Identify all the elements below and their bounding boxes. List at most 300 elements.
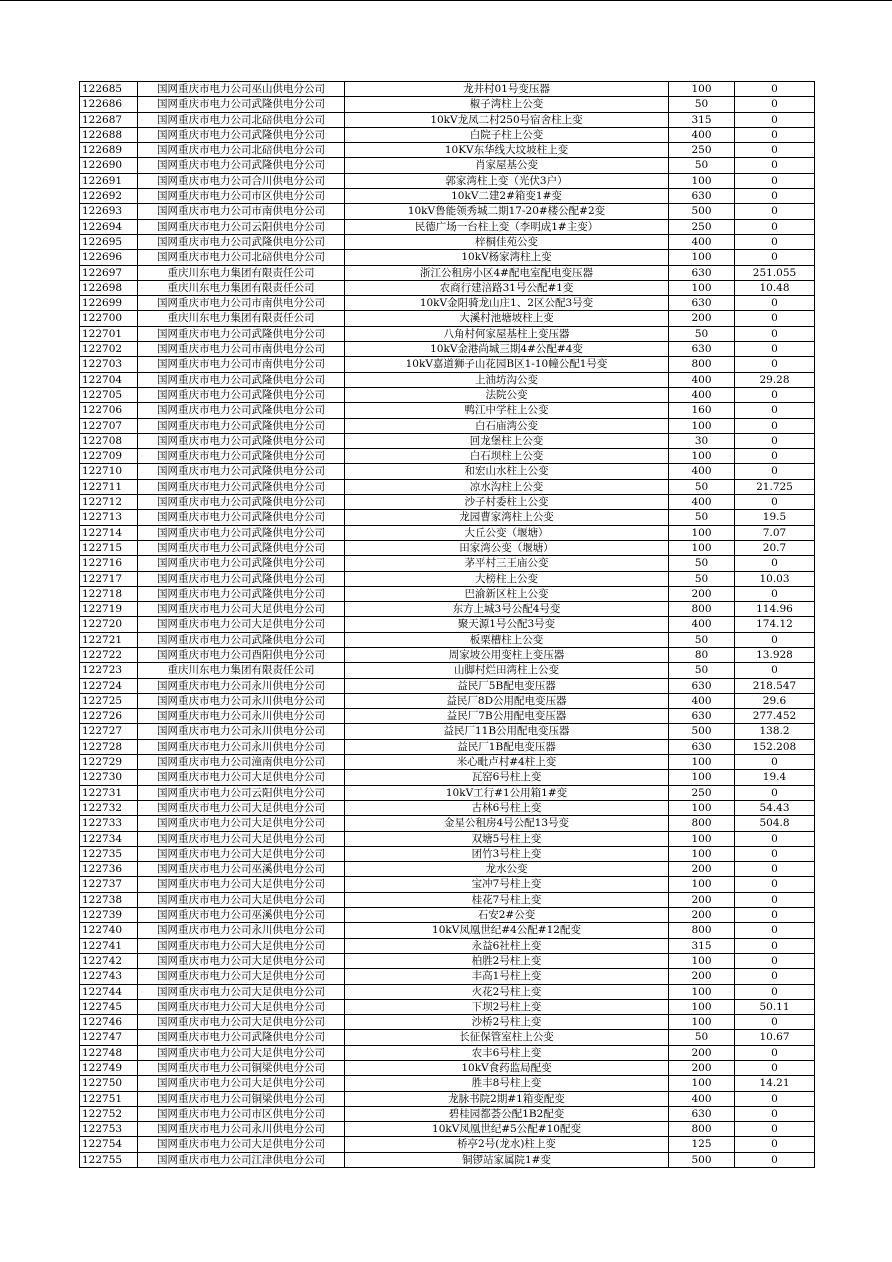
table-row	[80, 540, 815, 555]
value-cell: 0	[735, 1091, 815, 1106]
org-cell: 国网重庆市电力公司大足供电分公司	[138, 770, 345, 785]
value-cell: 10.48	[735, 280, 815, 295]
value-cell: 0	[735, 82, 815, 97]
org-cell: 国网重庆市电力公司大足供电分公司	[138, 816, 345, 831]
row-id-cell: 122698	[80, 280, 138, 295]
table-row	[80, 709, 815, 724]
org-cell: 国网重庆市电力公司大足供电分公司	[138, 800, 345, 815]
org-cell: 国网重庆市电力公司永川供电分公司	[138, 739, 345, 754]
table-row	[80, 999, 815, 1014]
table-row	[80, 1137, 815, 1152]
value-cell: 20.7	[735, 540, 815, 555]
row-id-cell: 122731	[80, 785, 138, 800]
org-cell: 国网重庆市电力公司合川供电分公司	[138, 173, 345, 188]
transformer-name-cell: 石安2#公变	[345, 908, 669, 923]
transformer-name-cell: 益民厂5B配电变压器	[345, 678, 669, 693]
transformer-name-cell: 10kV龙凤二村250号宿舍柱上变	[345, 112, 669, 127]
row-id-cell: 122743	[80, 969, 138, 984]
table-row	[80, 602, 815, 617]
transformer-name-cell: 10kV食药监局配变	[345, 1061, 669, 1076]
org-cell: 国网重庆市电力公司武隆供电分公司	[138, 556, 345, 571]
capacity-cell: 100	[669, 280, 735, 295]
table-row	[80, 663, 815, 678]
row-id-cell: 122687	[80, 112, 138, 127]
value-cell: 218.547	[735, 678, 815, 693]
transformer-name-cell: 桥亭2号(龙水)柱上变	[345, 1137, 669, 1152]
table-row	[80, 97, 815, 112]
transformer-name-cell: 农丰6号柱上变	[345, 1045, 669, 1060]
value-cell: 0	[735, 127, 815, 142]
value-cell: 29.6	[735, 693, 815, 708]
capacity-cell: 200	[669, 1045, 735, 1060]
transformer-name-cell: 碧桂园都荟公配1B2配变	[345, 1106, 669, 1121]
capacity-cell: 630	[669, 296, 735, 311]
capacity-cell: 100	[669, 418, 735, 433]
value-cell: 0	[735, 204, 815, 219]
row-id-cell: 122751	[80, 1091, 138, 1106]
transformer-name-cell: 长征保管室柱上公变	[345, 1030, 669, 1045]
row-id-cell: 122732	[80, 800, 138, 815]
table-row	[80, 280, 815, 295]
org-cell: 国网重庆市电力公司市区供电分公司	[138, 1106, 345, 1121]
value-cell: 0	[735, 158, 815, 173]
table-row	[80, 1045, 815, 1060]
capacity-cell: 50	[669, 556, 735, 571]
table-row	[80, 556, 815, 571]
value-cell: 0	[735, 357, 815, 372]
capacity-cell: 100	[669, 984, 735, 999]
row-id-cell: 122711	[80, 479, 138, 494]
value-cell: 0	[735, 892, 815, 907]
capacity-cell: 250	[669, 219, 735, 234]
value-cell: 0	[735, 97, 815, 112]
org-cell: 重庆川东电力集团有限责任公司	[138, 280, 345, 295]
org-cell: 国网重庆市电力公司武隆供电分公司	[138, 387, 345, 402]
value-cell: 10.67	[735, 1030, 815, 1045]
table-row	[80, 739, 815, 754]
table-row	[80, 617, 815, 632]
org-cell: 国网重庆市电力公司巫溪供电分公司	[138, 908, 345, 923]
value-cell: 7.07	[735, 525, 815, 540]
row-id-cell: 122737	[80, 877, 138, 892]
org-cell: 国网重庆市电力公司永川供电分公司	[138, 724, 345, 739]
capacity-cell: 50	[669, 1030, 735, 1045]
transformer-name-cell: 八角村何家屋基柱上变压器	[345, 326, 669, 341]
row-id-cell: 122686	[80, 97, 138, 112]
transformer-name-cell: 白石庙湾公变	[345, 418, 669, 433]
org-cell: 国网重庆市电力公司武隆供电分公司	[138, 464, 345, 479]
capacity-cell: 400	[669, 1091, 735, 1106]
transformer-name-cell: 茅平村三王庙公变	[345, 556, 669, 571]
capacity-cell: 400	[669, 464, 735, 479]
row-id-cell: 122702	[80, 342, 138, 357]
value-cell: 0	[735, 938, 815, 953]
transformer-name-cell: 双塘5号柱上变	[345, 831, 669, 846]
org-cell: 国网重庆市电力公司武隆供电分公司	[138, 403, 345, 418]
table-row	[80, 785, 815, 800]
row-id-cell: 122724	[80, 678, 138, 693]
value-cell: 152.208	[735, 739, 815, 754]
value-cell: 29.28	[735, 372, 815, 387]
row-id-cell: 122753	[80, 1122, 138, 1137]
transformer-name-cell: 益民厂11B公用配电变压器	[345, 724, 669, 739]
table-row	[80, 953, 815, 968]
org-cell: 国网重庆市电力公司大足供电分公司	[138, 969, 345, 984]
org-cell: 国网重庆市电力公司武隆供电分公司	[138, 571, 345, 586]
value-cell: 0	[735, 632, 815, 647]
value-cell: 0	[735, 663, 815, 678]
row-id-cell: 122733	[80, 816, 138, 831]
transformer-name-cell: 白石坝柱上公变	[345, 449, 669, 464]
org-cell: 国网重庆市电力公司北碚供电分公司	[138, 143, 345, 158]
table-row	[80, 923, 815, 938]
capacity-cell: 30	[669, 433, 735, 448]
org-cell: 国网重庆市电力公司永川供电分公司	[138, 678, 345, 693]
capacity-cell: 500	[669, 1152, 735, 1167]
value-cell: 0	[735, 1061, 815, 1076]
row-id-cell: 122730	[80, 770, 138, 785]
capacity-cell: 400	[669, 617, 735, 632]
transformer-name-cell: 永益6社柱上变	[345, 938, 669, 953]
capacity-cell: 100	[669, 800, 735, 815]
table-row	[80, 525, 815, 540]
row-id-cell: 122710	[80, 464, 138, 479]
org-cell: 国网重庆市电力公司巫山供电分公司	[138, 82, 345, 97]
value-cell: 14.21	[735, 1076, 815, 1091]
transformer-name-cell: 山脚村烂田湾柱上公变	[345, 663, 669, 678]
capacity-cell: 100	[669, 82, 735, 97]
transformer-name-cell: 沙桥2号柱上变	[345, 1015, 669, 1030]
org-cell: 重庆川东电力集团有限责任公司	[138, 265, 345, 280]
transformer-name-cell: 肖家屋基公变	[345, 158, 669, 173]
transformer-name-cell: 白院子柱上公变	[345, 127, 669, 142]
org-cell: 国网重庆市电力公司市南供电分公司	[138, 204, 345, 219]
org-cell: 国网重庆市电力公司云阳供电分公司	[138, 219, 345, 234]
row-id-cell: 122749	[80, 1061, 138, 1076]
row-id-cell: 122716	[80, 556, 138, 571]
value-cell: 0	[735, 1106, 815, 1121]
transformer-name-cell: 农商行建涪路31号公配#1变	[345, 280, 669, 295]
capacity-cell: 50	[669, 326, 735, 341]
org-cell: 国网重庆市电力公司大足供电分公司	[138, 1015, 345, 1030]
value-cell: 114.96	[735, 602, 815, 617]
org-cell: 国网重庆市电力公司市区供电分公司	[138, 189, 345, 204]
value-cell: 0	[735, 877, 815, 892]
row-id-cell: 122691	[80, 173, 138, 188]
table-row	[80, 250, 815, 265]
value-cell: 0	[735, 296, 815, 311]
org-cell: 国网重庆市电力公司大足供电分公司	[138, 602, 345, 617]
value-cell: 0	[735, 173, 815, 188]
table-row	[80, 1122, 815, 1137]
table-row	[80, 464, 815, 479]
table-row	[80, 647, 815, 662]
capacity-cell: 100	[669, 525, 735, 540]
row-id-cell: 122699	[80, 296, 138, 311]
org-cell: 国网重庆市电力公司大足供电分公司	[138, 831, 345, 846]
value-cell: 21.725	[735, 479, 815, 494]
capacity-cell: 315	[669, 112, 735, 127]
org-cell: 国网重庆市电力公司北碚供电分公司	[138, 250, 345, 265]
org-cell: 国网重庆市电力公司武隆供电分公司	[138, 326, 345, 341]
transformer-name-cell: 团竹3号柱上变	[345, 846, 669, 861]
capacity-cell: 630	[669, 739, 735, 754]
value-cell: 138.2	[735, 724, 815, 739]
row-id-cell: 122689	[80, 143, 138, 158]
org-cell: 国网重庆市电力公司武隆供电分公司	[138, 632, 345, 647]
org-cell: 国网重庆市电力公司潼南供电分公司	[138, 755, 345, 770]
value-cell: 174.12	[735, 617, 815, 632]
table-row	[80, 678, 815, 693]
org-cell: 国网重庆市电力公司武隆供电分公司	[138, 1030, 345, 1045]
table-row	[80, 265, 815, 280]
row-id-cell: 122739	[80, 908, 138, 923]
value-cell: 0	[735, 189, 815, 204]
value-cell: 0	[735, 556, 815, 571]
table-row	[80, 189, 815, 204]
org-cell: 国网重庆市电力公司大足供电分公司	[138, 877, 345, 892]
org-cell: 国网重庆市电力公司大足供电分公司	[138, 953, 345, 968]
org-cell: 国网重庆市电力公司大足供电分公司	[138, 1076, 345, 1091]
capacity-cell: 400	[669, 387, 735, 402]
value-cell: 0	[735, 449, 815, 464]
row-id-cell: 122704	[80, 372, 138, 387]
org-cell: 国网重庆市电力公司大足供电分公司	[138, 999, 345, 1014]
table-row	[80, 357, 815, 372]
transformer-name-cell: 沙子村委柱上公变	[345, 495, 669, 510]
row-id-cell: 122755	[80, 1152, 138, 1167]
table-row	[80, 342, 815, 357]
transformer-name-cell: 10KV东华线大坟坡柱上变	[345, 143, 669, 158]
value-cell: 0	[735, 418, 815, 433]
table-row	[80, 311, 815, 326]
transformer-name-cell: 板栗槽柱上公变	[345, 632, 669, 647]
transformer-name-cell: 丰高1号柱上变	[345, 969, 669, 984]
table-row	[80, 1091, 815, 1106]
capacity-cell: 200	[669, 1061, 735, 1076]
table-row	[80, 1106, 815, 1121]
value-cell: 251.055	[735, 265, 815, 280]
row-id-cell: 122717	[80, 571, 138, 586]
table-row	[80, 234, 815, 249]
org-cell: 国网重庆市电力公司武隆供电分公司	[138, 510, 345, 525]
org-cell: 国网重庆市电力公司永川供电分公司	[138, 709, 345, 724]
row-id-cell: 122744	[80, 984, 138, 999]
capacity-cell: 100	[669, 831, 735, 846]
table-row	[80, 326, 815, 341]
org-cell: 国网重庆市电力公司武隆供电分公司	[138, 97, 345, 112]
value-cell: 0	[735, 250, 815, 265]
capacity-cell: 200	[669, 862, 735, 877]
value-cell: 0	[735, 846, 815, 861]
table-row	[80, 755, 815, 770]
table-row	[80, 877, 815, 892]
capacity-cell: 50	[669, 510, 735, 525]
transformer-name-cell: 聚天源1号公配3号变	[345, 617, 669, 632]
value-cell: 19.5	[735, 510, 815, 525]
row-id-cell: 122700	[80, 311, 138, 326]
capacity-cell: 400	[669, 693, 735, 708]
org-cell: 国网重庆市电力公司武隆供电分公司	[138, 525, 345, 540]
capacity-cell: 50	[669, 663, 735, 678]
capacity-cell: 100	[669, 999, 735, 1014]
row-id-cell: 122748	[80, 1045, 138, 1060]
row-id-cell: 122746	[80, 1015, 138, 1030]
transformer-name-cell: 周家坡公用变柱上变压器	[345, 647, 669, 662]
table-row	[80, 1076, 815, 1091]
row-id-cell: 122695	[80, 234, 138, 249]
table-row	[80, 127, 815, 142]
value-cell: 0	[735, 1045, 815, 1060]
table-row	[80, 984, 815, 999]
transformer-table	[79, 81, 815, 1168]
row-id-cell: 122719	[80, 602, 138, 617]
row-id-cell: 122728	[80, 739, 138, 754]
row-id-cell: 122708	[80, 433, 138, 448]
capacity-cell: 800	[669, 1122, 735, 1137]
value-cell: 0	[735, 112, 815, 127]
row-id-cell: 122688	[80, 127, 138, 142]
transformer-name-cell: 益民厂8D公用配电变压器	[345, 693, 669, 708]
row-id-cell: 122694	[80, 219, 138, 234]
org-cell: 国网重庆市电力公司大足供电分公司	[138, 1137, 345, 1152]
table-row	[80, 1030, 815, 1045]
transformer-name-cell: 法院公变	[345, 387, 669, 402]
org-cell: 国网重庆市电力公司武隆供电分公司	[138, 372, 345, 387]
row-id-cell: 122721	[80, 632, 138, 647]
org-cell: 国网重庆市电力公司永川供电分公司	[138, 693, 345, 708]
capacity-cell: 800	[669, 816, 735, 831]
transformer-name-cell: 金星公租房4号公配13号变	[345, 816, 669, 831]
transformer-name-cell: 益民厂1B配电变压器	[345, 739, 669, 754]
transformer-name-cell: 胜丰8号柱上变	[345, 1076, 669, 1091]
capacity-cell: 125	[669, 1137, 735, 1152]
org-cell: 国网重庆市电力公司江津供电分公司	[138, 1152, 345, 1167]
capacity-cell: 500	[669, 204, 735, 219]
capacity-cell: 400	[669, 495, 735, 510]
table-row	[80, 495, 815, 510]
capacity-cell: 630	[669, 342, 735, 357]
org-cell: 国网重庆市电力公司大足供电分公司	[138, 846, 345, 861]
capacity-cell: 200	[669, 969, 735, 984]
org-cell: 国网重庆市电力公司大足供电分公司	[138, 938, 345, 953]
value-cell: 0	[735, 586, 815, 601]
row-id-cell: 122726	[80, 709, 138, 724]
capacity-cell: 200	[669, 311, 735, 326]
capacity-cell: 100	[669, 1015, 735, 1030]
capacity-cell: 800	[669, 357, 735, 372]
transformer-name-cell: 龙脉书院2期#1箱变配变	[345, 1091, 669, 1106]
transformer-name-cell: 上油坊沟公变	[345, 372, 669, 387]
row-id-cell: 122685	[80, 82, 138, 97]
value-cell: 0	[735, 984, 815, 999]
table-row	[80, 862, 815, 877]
capacity-cell: 200	[669, 892, 735, 907]
capacity-cell: 500	[669, 724, 735, 739]
value-cell: 10.03	[735, 571, 815, 586]
transformer-name-cell: 民德广场一台柱上变（李明成1#主变）	[345, 219, 669, 234]
transformer-name-cell: 鸭江中学柱上公变	[345, 403, 669, 418]
transformer-name-cell: 10kV二建2#箱变1#变	[345, 189, 669, 204]
capacity-cell: 50	[669, 571, 735, 586]
transformer-name-cell: 浙江公租房小区4#配电室配电变压器	[345, 265, 669, 280]
org-cell: 国网重庆市电力公司铜梁供电分公司	[138, 1091, 345, 1106]
table-row	[80, 510, 815, 525]
row-id-cell: 122741	[80, 938, 138, 953]
transformer-name-cell: 10kV金港尚城三期4#公配#4变	[345, 342, 669, 357]
capacity-cell: 50	[669, 479, 735, 494]
transformer-name-cell: 龙井村01号变压器	[345, 82, 669, 97]
capacity-cell: 100	[669, 755, 735, 770]
row-id-cell: 122696	[80, 250, 138, 265]
org-cell: 国网重庆市电力公司武隆供电分公司	[138, 479, 345, 494]
capacity-cell: 630	[669, 709, 735, 724]
capacity-cell: 100	[669, 953, 735, 968]
row-id-cell: 122690	[80, 158, 138, 173]
transformer-name-cell: 大丘公变（堰塘）	[345, 525, 669, 540]
row-id-cell: 122725	[80, 693, 138, 708]
table-row	[80, 418, 815, 433]
table-row	[80, 433, 815, 448]
table-row	[80, 831, 815, 846]
table-row	[80, 846, 815, 861]
row-id-cell: 122745	[80, 999, 138, 1014]
org-cell: 重庆川东电力集团有限责任公司	[138, 663, 345, 678]
row-id-cell: 122752	[80, 1106, 138, 1121]
row-id-cell: 122720	[80, 617, 138, 632]
value-cell: 0	[735, 1137, 815, 1152]
row-id-cell: 122740	[80, 923, 138, 938]
capacity-cell: 200	[669, 908, 735, 923]
table-row	[80, 296, 815, 311]
value-cell: 0	[735, 464, 815, 479]
row-id-cell: 122735	[80, 846, 138, 861]
org-cell: 国网重庆市电力公司武隆供电分公司	[138, 586, 345, 601]
table-row	[80, 1061, 815, 1076]
row-id-cell: 122697	[80, 265, 138, 280]
transformer-name-cell: 下坝2号柱上变	[345, 999, 669, 1014]
value-cell: 0	[735, 234, 815, 249]
org-cell: 国网重庆市电力公司武隆供电分公司	[138, 449, 345, 464]
transformer-name-cell: 桂花7号柱上变	[345, 892, 669, 907]
capacity-cell: 100	[669, 173, 735, 188]
table-row	[80, 112, 815, 127]
org-cell: 国网重庆市电力公司大足供电分公司	[138, 617, 345, 632]
capacity-cell: 50	[669, 158, 735, 173]
value-cell: 0	[735, 755, 815, 770]
value-cell: 19.4	[735, 770, 815, 785]
transformer-name-cell: 龙园曹家湾柱上公变	[345, 510, 669, 525]
capacity-cell: 630	[669, 1106, 735, 1121]
org-cell: 国网重庆市电力公司武隆供电分公司	[138, 540, 345, 555]
value-cell: 54.43	[735, 800, 815, 815]
row-id-cell: 122693	[80, 204, 138, 219]
capacity-cell: 630	[669, 265, 735, 280]
value-cell: 0	[735, 1122, 815, 1137]
value-cell: 50.11	[735, 999, 815, 1014]
row-id-cell: 122722	[80, 647, 138, 662]
row-id-cell: 122747	[80, 1030, 138, 1045]
table-row	[80, 449, 815, 464]
transformer-name-cell: 梓桐佳苑公变	[345, 234, 669, 249]
transformer-name-cell: 10kV工行#1公用箱1#变	[345, 785, 669, 800]
capacity-cell: 630	[669, 189, 735, 204]
capacity-cell: 160	[669, 403, 735, 418]
table-row	[80, 816, 815, 831]
table-row	[80, 204, 815, 219]
page-top-rule	[0, 0, 892, 1]
row-id-cell: 122692	[80, 189, 138, 204]
